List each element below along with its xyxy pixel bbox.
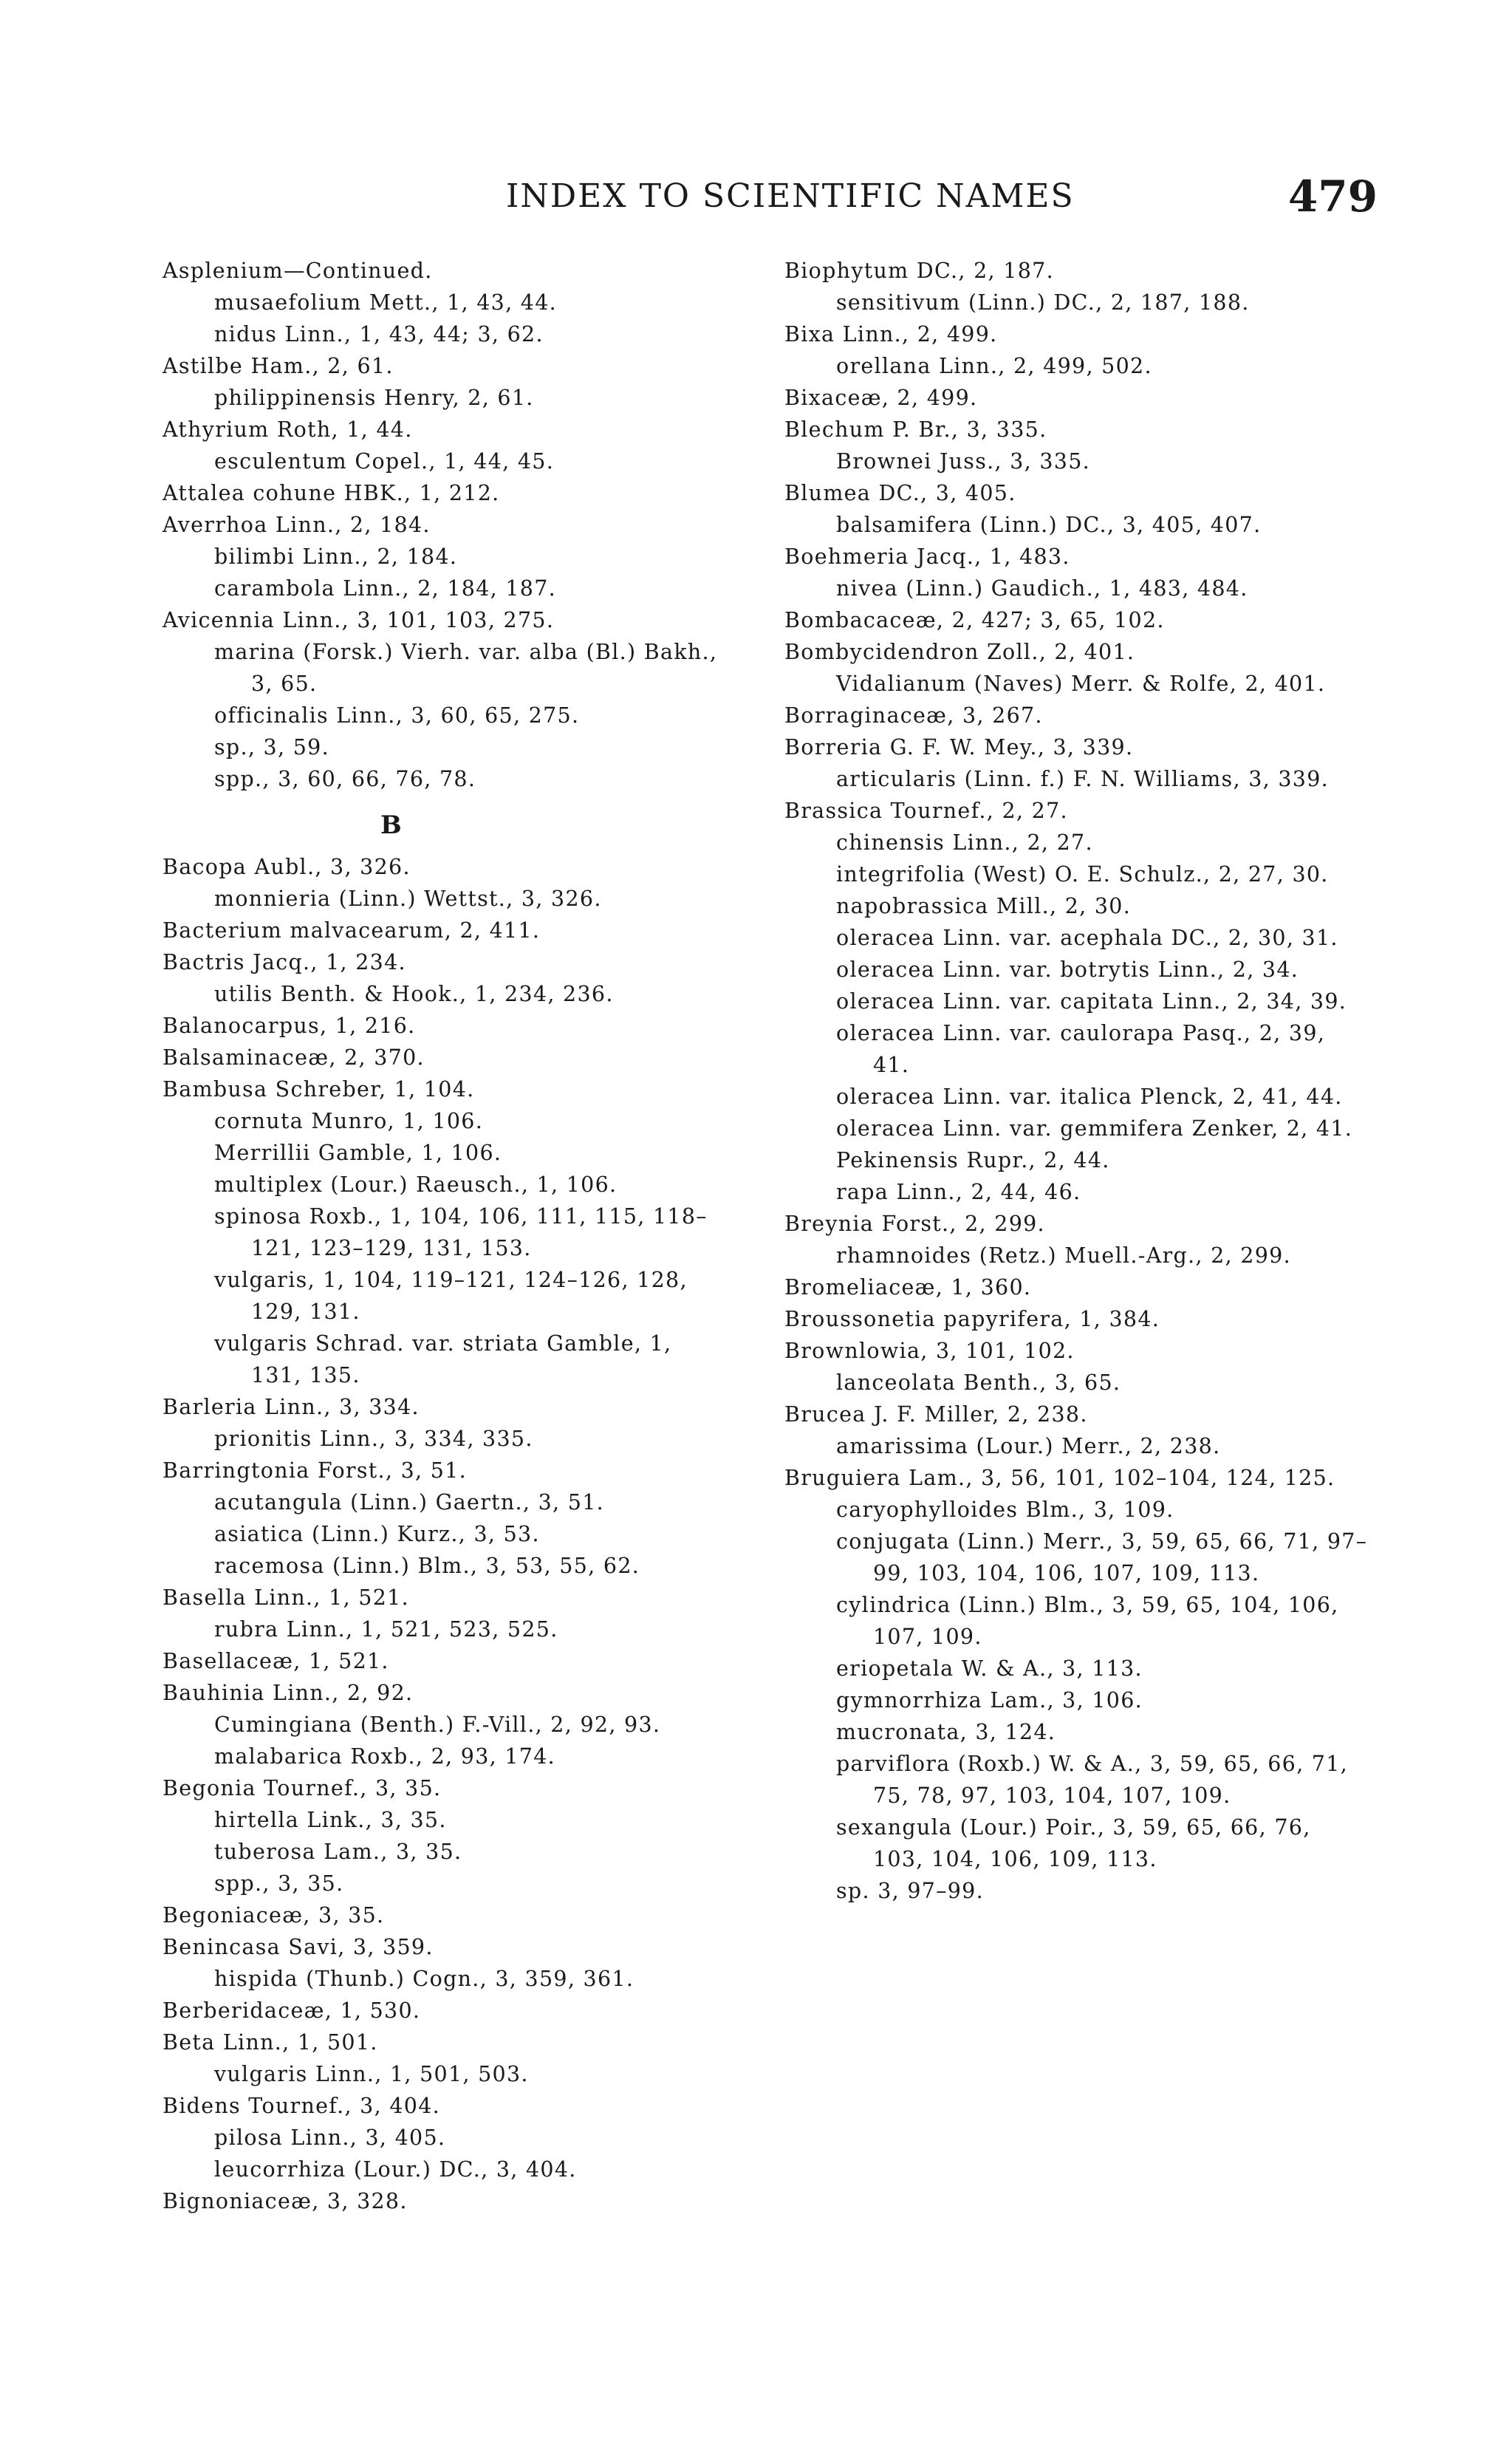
index-entry-species: spinosa Roxb., 1, 104, 106, 111, 115, 118–121, 123–129, 131, 153. [214, 1204, 708, 1260]
index-entry-genus: Brassica Tournef., 2, 27. [784, 799, 1068, 823]
index-entry-species: multiplex (Lour.) Raeusch., 1, 106. [214, 1172, 618, 1197]
index-entry-genus: Bacopa Aubl., 3, 326. [163, 855, 411, 879]
index-entry-species: sp., 3, 59. [214, 735, 329, 759]
index-entry-species: Vidalianum (Naves) Merr. & Rolfe, 2, 401. [836, 672, 1326, 696]
index-entry-species: balsamifera (Linn.) DC., 3, 405, 407. [836, 513, 1262, 537]
index-entry-species: officinalis Linn., 3, 60, 65, 275. [214, 703, 580, 728]
index-entry-genus: Averrhoa Linn., 2, 184. [163, 513, 431, 537]
index-entry-species: nidus Linn., 1, 43, 44; 3, 62. [214, 322, 544, 346]
section-letter: B [380, 810, 403, 840]
index-entry-genus: Brownlowia, 3, 101, 102. [784, 1339, 1075, 1363]
index-entry-species: integrifolia (West) O. E. Schulz., 2, 27, 30. [836, 862, 1329, 887]
index-entry-genus: Barleria Linn., 3, 334. [163, 1395, 420, 1419]
index-entry-species: oleracea Linn. var. gemmifera Zenker, 2, 41. [836, 1116, 1353, 1141]
index-entry-species: nivea (Linn.) Gaudich., 1, 483, 484. [836, 576, 1248, 601]
index-entry-species: spp., 3, 60, 66, 76, 78. [214, 767, 476, 791]
index-entry-species: caryophylloides Blm., 3, 109. [836, 1498, 1174, 1522]
index-entry-genus: Barringtonia Forst., 3, 51. [163, 1458, 467, 1483]
page-header [163, 171, 1378, 223]
index-entry-species: marina (Forsk.) Vierh. var. alba (Bl.) Bakh., 3, 65. [214, 640, 718, 696]
index-entry-species: gymnorrhiza Lam., 3, 106. [836, 1688, 1143, 1713]
index-entry-species: rubra Linn., 1, 521, 523, 525. [214, 1617, 558, 1642]
index-entry-genus: Blechum P. Br., 3, 335. [784, 417, 1047, 442]
index-entry-genus: Bruguiera Lam., 3, 56, 101, 102–104, 124, 125. [784, 1466, 1335, 1490]
index-column-right [784, 255, 1368, 1907]
index-entry-species: tuberosa Lam., 3, 35. [214, 1840, 462, 1864]
index-entry-genus: Bignoniaceæ, 3, 328. [163, 2189, 408, 2213]
index-entry-species: parviflora (Roxb.) W. & A., 3, 59, 65, 66, 71, 75, 78, 97, 103, 104, 107, 109. [836, 1752, 1349, 1808]
index-entry-species: oleracea Linn. var. capitata Linn., 2, 34, 39. [836, 989, 1347, 1014]
index-entry-genus: Broussonetia papyrifera, 1, 384. [784, 1307, 1160, 1331]
index-entry-species: acutangula (Linn.) Gaertn., 3, 51. [214, 1490, 604, 1515]
index-entry-genus: Bauhinia Linn., 2, 92. [163, 1681, 414, 1705]
index-entry-species: oleracea Linn. var. caulorapa Pasq., 2, 39, 41. [836, 1021, 1326, 1077]
index-entry-species: esculentum Copel., 1, 44, 45. [214, 449, 555, 474]
index-entry-species: cylindrica (Linn.) Blm., 3, 59, 65, 104, 106, 107, 109. [836, 1593, 1339, 1649]
index-entry-genus: Bactris Jacq., 1, 234. [163, 950, 406, 974]
index-entry-genus: Bidens Tournef., 3, 404. [163, 2094, 440, 2118]
index-entry-species: cornuta Munro, 1, 106. [214, 1109, 484, 1133]
index-entry-species: hispida (Thunb.) Cogn., 3, 359, 361. [214, 1967, 634, 1991]
index-entry-genus: Athyrium Roth, 1, 44. [163, 417, 413, 442]
index-entry-species: leucorrhiza (Lour.) DC., 3, 404. [214, 2157, 577, 2182]
index-entry-species: vulgaris Schrad. var. striata Gamble, 1, 131, 135. [214, 1331, 672, 1387]
index-entry-genus: Asplenium—Continued. [163, 259, 433, 283]
index-entry-species: monnieria (Linn.) Wettst., 3, 326. [214, 887, 602, 911]
index-entry-species: rapa Linn., 2, 44, 46. [836, 1180, 1081, 1204]
index-entry-species: sensitivum (Linn.) DC., 2, 187, 188. [836, 290, 1250, 315]
index-entry-species: bilimbi Linn., 2, 184. [214, 544, 458, 569]
index-entry-species: racemosa (Linn.) Blm., 3, 53, 55, 62. [214, 1554, 640, 1578]
index-entry-genus: Biophytum DC., 2, 187. [784, 259, 1054, 283]
index-entry-genus: Basella Linn., 1, 521. [163, 1585, 409, 1610]
index-entry-genus: Blumea DC., 3, 405. [784, 481, 1016, 505]
index-entry-species: vulgaris Linn., 1, 501, 503. [214, 2062, 529, 2086]
index-entry-species: Merrillii Gamble, 1, 106. [214, 1141, 502, 1165]
index-entry-species: Pekinensis Rupr., 2, 44. [836, 1148, 1110, 1172]
index-entry-genus: Bixaceæ, 2, 499. [784, 386, 978, 410]
index-entry-genus: Basellaceæ, 1, 521. [163, 1649, 389, 1673]
index-entry-genus: Balsaminaceæ, 2, 370. [163, 1045, 425, 1070]
index-entry-genus: Attalea cohune HBK., 1, 212. [163, 481, 500, 505]
index-entry-genus: Avicennia Linn., 3, 101, 103, 275. [163, 608, 555, 632]
index-entry-species: mucronata, 3, 124. [836, 1720, 1056, 1744]
index-entry-species: rhamnoides (Retz.) Muell.-Arg., 2, 299. [836, 1243, 1291, 1268]
index-entry-species: musaefolium Mett., 1, 43, 44. [214, 290, 558, 315]
index-entry-species: chinensis Linn., 2, 27. [836, 830, 1093, 855]
index-entry-species: vulgaris, 1, 104, 119–121, 124–126, 128, 129, 131. [214, 1268, 688, 1324]
index-entry-genus: Begoniaceæ, 3, 35. [163, 1903, 385, 1927]
index-entry-genus: Borraginaceæ, 3, 267. [784, 703, 1043, 728]
index-entry-species: pilosa Linn., 3, 405. [214, 2125, 446, 2150]
index-entry-genus: Begonia Tournef., 3, 35. [163, 1776, 442, 1800]
index-entry-genus: Brucea J. F. Miller, 2, 238. [784, 1402, 1088, 1427]
index-entry-species: utilis Benth. & Hook., 1, 234, 236. [214, 982, 614, 1006]
index-entry-species: Brownei Juss., 3, 335. [836, 449, 1091, 474]
index-entry-genus: Bacterium malvacearum, 2, 411. [163, 918, 541, 943]
index-entry-genus: Bromeliaceæ, 1, 360. [784, 1275, 1032, 1300]
index-entry-genus: Berberidaceæ, 1, 530. [163, 1998, 421, 2023]
index-entry-species: sp. 3, 97–99. [836, 1879, 984, 1903]
index-entry-species: prionitis Linn., 3, 334, 335. [214, 1427, 533, 1451]
index-entry-species: sexangula (Lour.) Poir., 3, 59, 65, 66, 76, 103, 104, 106, 109, 113. [836, 1815, 1311, 1871]
index-entry-genus: Boehmeria Jacq., 1, 483. [784, 544, 1070, 569]
index-entry-species: eriopetala W. & A., 3, 113. [836, 1656, 1143, 1681]
index-entry-species: orellana Linn., 2, 499, 502. [836, 354, 1152, 378]
index-entry-species: hirtella Link., 3, 35. [214, 1808, 447, 1832]
index-entry-genus: Breynia Forst., 2, 299. [784, 1212, 1045, 1236]
index-entry-species: carambola Linn., 2, 184, 187. [214, 576, 557, 601]
index-entry-genus: Balanocarpus, 1, 216. [163, 1014, 416, 1038]
index-entry-genus: Borreria G. F. W. Mey., 3, 339. [784, 735, 1134, 759]
index-entry-species: conjugata (Linn.) Merr., 3, 59, 65, 66, 71, 97–99, 103, 104, 106, 107, 109, 113. [836, 1529, 1368, 1585]
index-entry-species: articularis (Linn. f.) F. N. Williams, 3, 339. [836, 767, 1329, 791]
index-entry-species: Cumingiana (Benth.) F.-Vill., 2, 92, 93. [214, 1713, 661, 1737]
index-entry-species: oleracea Linn. var. botrytis Linn., 2, 34. [836, 957, 1299, 982]
index-entry-genus: Bombacaceæ, 2, 427; 3, 65, 102. [784, 608, 1165, 632]
index-entry-species: oleracea Linn. var. acephala DC., 2, 30, 31. [836, 926, 1338, 950]
index-entry-genus: Benincasa Savi, 3, 359. [163, 1935, 434, 1959]
index-entry-genus: Astilbe Ham., 2, 61. [163, 354, 394, 378]
index-entry-species: amarissima (Lour.) Merr., 2, 238. [836, 1434, 1221, 1458]
index-entry-genus: Bambusa Schreber, 1, 104. [163, 1077, 475, 1102]
page-number: 479 [1287, 171, 1378, 222]
index-entry-species: malabarica Roxb., 2, 93, 174. [214, 1744, 556, 1769]
index-entry-species: lanceolata Benth., 3, 65. [836, 1370, 1121, 1395]
index-entry-genus: Beta Linn., 1, 501. [163, 2030, 378, 2055]
index-entry-species: napobrassica Mill., 2, 30. [836, 894, 1132, 918]
index-entry-species: philippinensis Henry, 2, 61. [214, 386, 534, 410]
index-entry-genus: Bixa Linn., 2, 499. [784, 322, 998, 346]
index-entry-species: oleracea Linn. var. italica Plenck, 2, 41, 44. [836, 1085, 1343, 1109]
index-entry-species: asiatica (Linn.) Kurz., 3, 53. [214, 1522, 540, 1546]
running-title: INDEX TO SCIENTIFIC NAMES [506, 177, 1075, 215]
index-entry-genus: Bombycidendron Zoll., 2, 401. [784, 640, 1135, 664]
index-column-left [163, 255, 724, 2217]
index-entry-species: spp., 3, 35. [214, 1871, 344, 1896]
